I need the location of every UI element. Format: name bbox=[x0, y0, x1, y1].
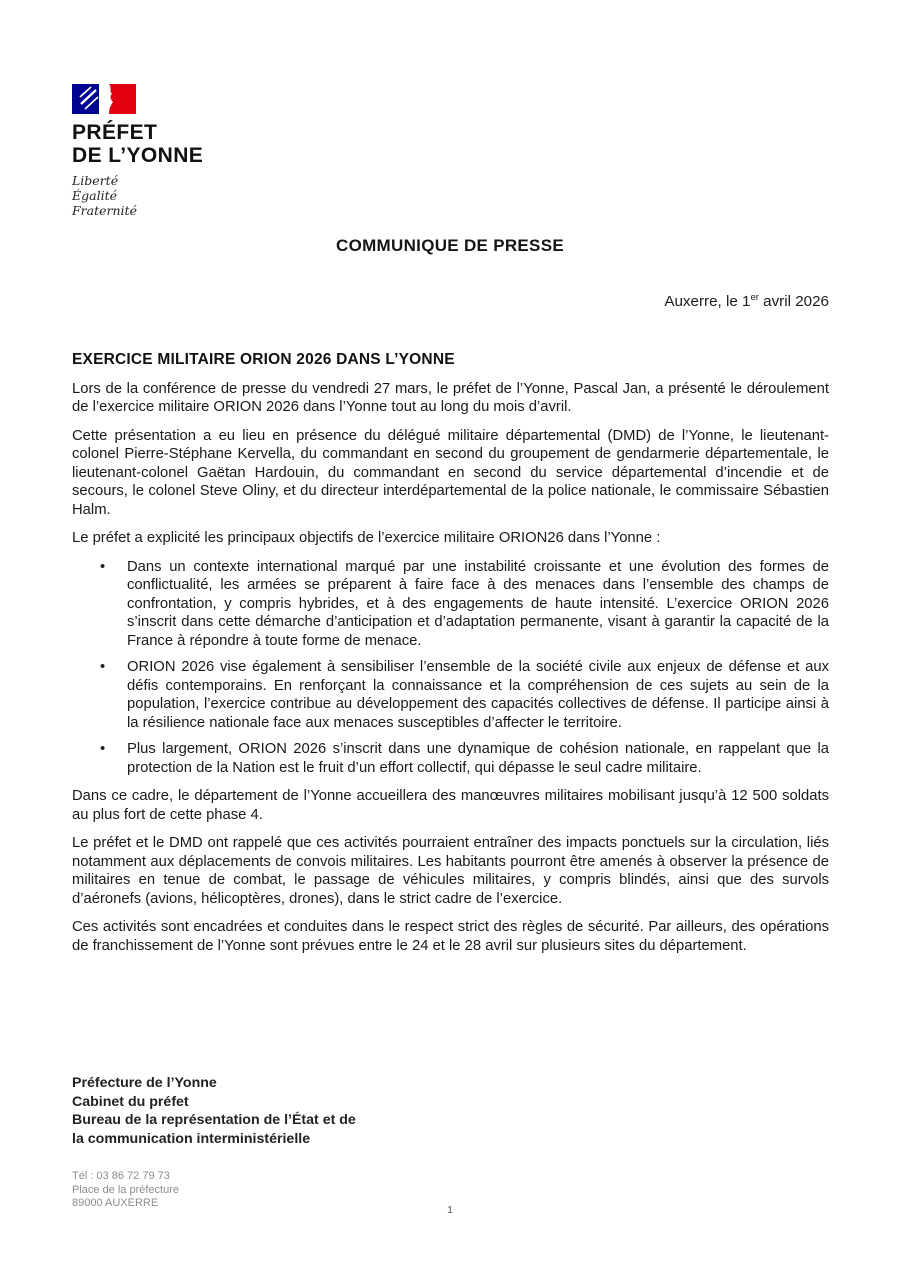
motto-liberte: Liberté bbox=[72, 173, 119, 188]
signature-line: Préfecture de l’Yonne bbox=[72, 1075, 217, 1091]
french-republic-flag-icon bbox=[72, 84, 136, 114]
institution-line1: PRÉFET bbox=[72, 121, 158, 144]
footer-phone: Tél : 03 86 72 79 73 bbox=[72, 1170, 170, 1182]
press-release-heading: COMMUNIQUE DE PRESSE bbox=[336, 236, 564, 255]
paragraph-troops: Dans ce cadre, le département de l’Yonne accueillera des manœuvres militaires mobilisant jusqu’à 12 500 soldats au plus fort de cette phase 4. bbox=[72, 788, 829, 823]
page-number: 1 bbox=[447, 1204, 453, 1216]
footer-address-line2: 89000 AUXERRE bbox=[72, 1197, 159, 1209]
list-item-text: Dans un contexte international marqué par une instabilité croissante et une évolution des formes de conflictualité, les armées se préparent à faire face à des menaces dans l’ensemble des champs de confrontation, y compris hybrides, et à des engagements de haute intensité. L’exercice ORION 2026 s’inscrit dans cette démarche d’anticipation et d’adaptation permanente, visant à garantir la capacité de la France à répondre à toute forme de menace. bbox=[127, 558, 829, 649]
paragraph-objectives-lead: Le préfet a explicité les principaux objectifs de l’exercice militaire ORION26 dans l’Yonne : bbox=[72, 530, 661, 546]
document-body bbox=[72, 351, 829, 965]
paragraph-impacts: Le préfet et le DMD ont rappelé que ces activités pourraient entraîner des impacts ponctuels sur la circulation, liés notamment aux déplacements de convois militaires. Les habitants pourront être amenés à observer la présence de militaires en tenue de combat, le passage de véhicules militaires, y compris blindés, ainsi que des survols d’aéronefs (avions, hélicoptères, drones), dans le strict cadre de l’exercice. bbox=[72, 835, 829, 907]
motto-fraternite: Fraternité bbox=[72, 203, 137, 218]
objectives-list bbox=[72, 558, 829, 778]
list-item-text: ORION 2026 vise également à sensibiliser l’ensemble de la société civile aux enjeux de défense et aux défis contemporains. En renforçant la connaissance et la compréhension de ces sujets au sein de la population, l’exercice contribue au développement des capacités collectives de défense. Il participe ainsi à la résilience nationale face aux menaces susceptibles d’affecter le territoire. bbox=[127, 659, 829, 731]
institution-name bbox=[72, 121, 203, 167]
list-item bbox=[72, 740, 829, 777]
signature-line: Bureau de la représentation de l’État et de bbox=[72, 1112, 356, 1129]
list-item-text: Plus largement, ORION 2026 s’inscrit dans une dynamique de cohésion nationale, en rappelant que la protection de la Nation est le fruit d’un effort collectif, qui dépasse le seul cadre militaire. bbox=[127, 741, 829, 776]
footer-address-line1: Place de la préfecture bbox=[72, 1183, 180, 1196]
signature-block bbox=[72, 1074, 356, 1148]
motto-egalite: Égalité bbox=[72, 188, 117, 203]
paragraph-attendees: Cette présentation a eu lieu en présence du délégué militaire départemental (DMD) de l’Yonne, le lieutenant-colonel Pierre-Stéphane Kervella, du commandant en second du groupement de gendarmerie départementale, le lieutenant-colonel Gaëtan Hardouin, du commandant en second du service départemental d’incendie et de secours, le colonel Steve Oliny, et du directeur interdépartemental de la police nationale, le commissaire Sébastien Halm. bbox=[72, 427, 829, 518]
paragraph-intro: Lors de la conférence de presse du vendredi 27 mars, le préfet de l’Yonne, Pascal Jan, a présenté le déroulement de l’exercice militaire ORION 2026 dans l’Yonne tout au long du mois d’avril. bbox=[72, 380, 829, 415]
list-item bbox=[72, 558, 829, 651]
dateline-prefix: Auxerre, le 1 bbox=[664, 293, 751, 310]
document-title: EXERCICE MILITAIRE ORION 2026 DANS L’YONNE bbox=[72, 351, 455, 368]
prefecture-logo-block bbox=[72, 84, 203, 218]
list-item bbox=[72, 658, 829, 732]
institution-line2: DE L’YONNE bbox=[72, 144, 204, 167]
dateline bbox=[664, 293, 829, 310]
dateline-suffix: avril 2026 bbox=[758, 293, 829, 310]
republic-motto bbox=[72, 173, 203, 218]
dateline-ordinal: er bbox=[750, 291, 759, 303]
paragraph-safety: Ces activités sont encadrées et conduites dans le respect strict des règles de sécurité. Par ailleurs, des opérations de franchissement de l’Yonne sont prévues entre le 24 et le 28 avril sur plusieurs sites du département. bbox=[72, 919, 829, 954]
signature-line: la communication interministérielle bbox=[72, 1130, 311, 1147]
signature-line: Cabinet du préfet bbox=[72, 1093, 189, 1110]
